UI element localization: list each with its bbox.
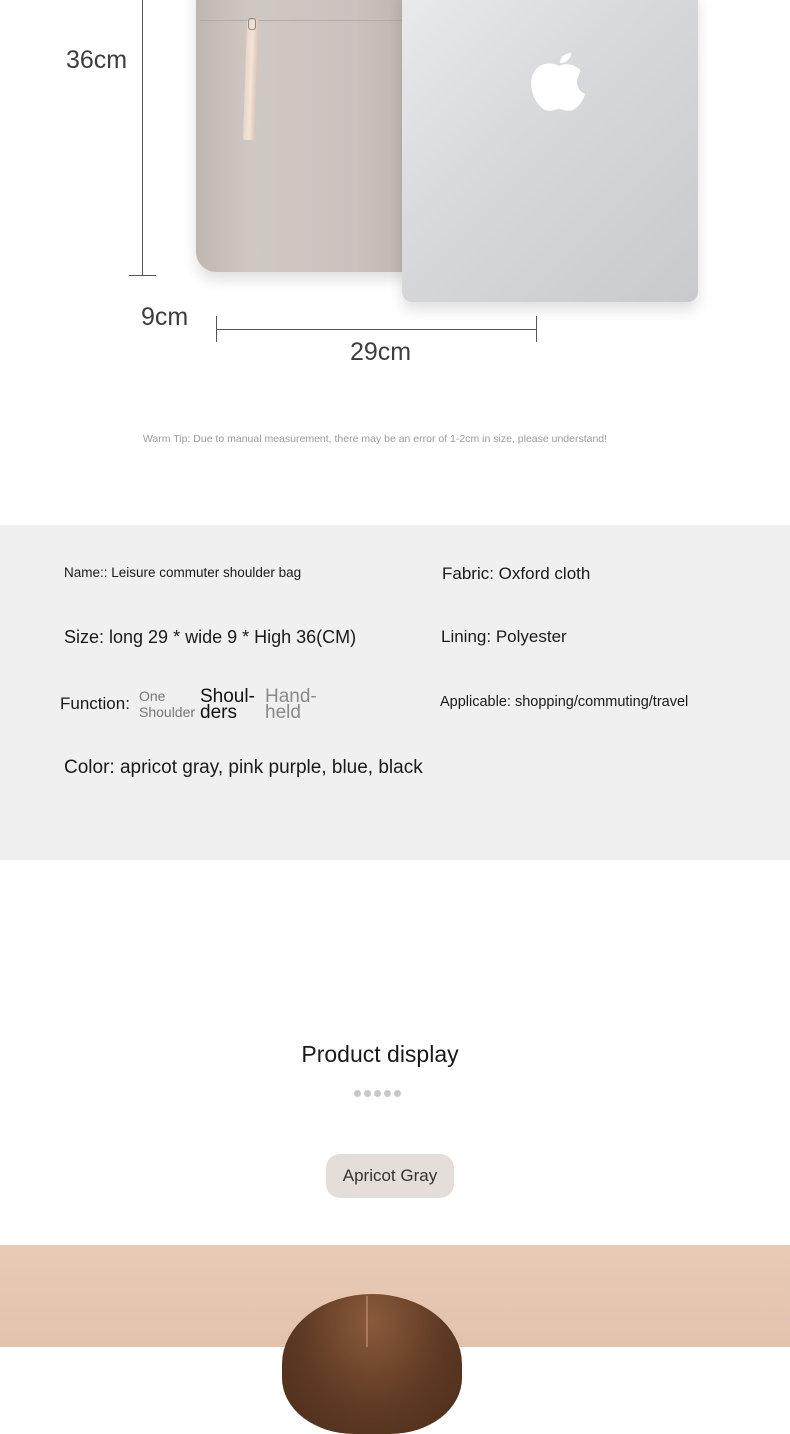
dot [364,1090,371,1097]
function-shoulders-line1: Shoul- [200,686,255,707]
dot [374,1090,381,1097]
color-tag-apricot-gray[interactable]: Apricot Gray [326,1154,454,1198]
bag-illustration [196,0,426,272]
height-dimension-tick [129,275,156,276]
laptop-illustration [402,0,698,302]
function-one-line2: Shoulder [139,704,196,720]
spec-function-one-shoulder [139,688,195,720]
bag-zipper-seam [200,0,422,21]
width-dimension-tick-left [216,316,217,342]
spec-size: Size: long 29 * wide 9 * High 36(CM) [64,627,357,647]
zipper-ring [248,18,256,30]
spec-function-handheld [265,686,317,723]
width-dimension-line [217,329,537,330]
height-dimension-line [142,0,143,276]
width-label: 29cm [350,338,412,366]
spec-name: Name:: Leisure commuter shoulder bag [64,565,302,580]
height-label: 36cm [66,46,128,74]
dot [394,1090,401,1097]
dot [384,1090,391,1097]
spec-lining: Lining: Polyester [441,627,567,646]
function-one-line1: One [139,688,166,704]
decorative-dots [354,1090,414,1098]
warm-tip-note: Warm Tip: Due to manual measurement, there may be an error of 1-2cm in size, please understand! [142,433,608,445]
model-hair [282,1294,462,1434]
dot [354,1090,361,1097]
spec-color: Color: apricot gray, pink purple, blue, black [64,757,423,778]
model-hair-part [366,1296,368,1347]
depth-label: 9cm [141,303,189,331]
spec-fabric: Fabric: Oxford cloth [442,564,591,583]
function-handheld-line2: held [265,702,301,723]
product-display-title: Product display [301,1041,459,1067]
spec-function-shoulders [200,686,255,723]
apple-logo-icon [526,52,594,114]
spec-function-label: Function: [60,694,130,713]
spec-applicable: Applicable: shopping/commuting/travel [440,694,689,710]
width-dimension-tick-right [536,316,537,342]
function-handheld-line1: Hand- [265,686,317,707]
function-shoulders-line2: ders [200,702,237,723]
